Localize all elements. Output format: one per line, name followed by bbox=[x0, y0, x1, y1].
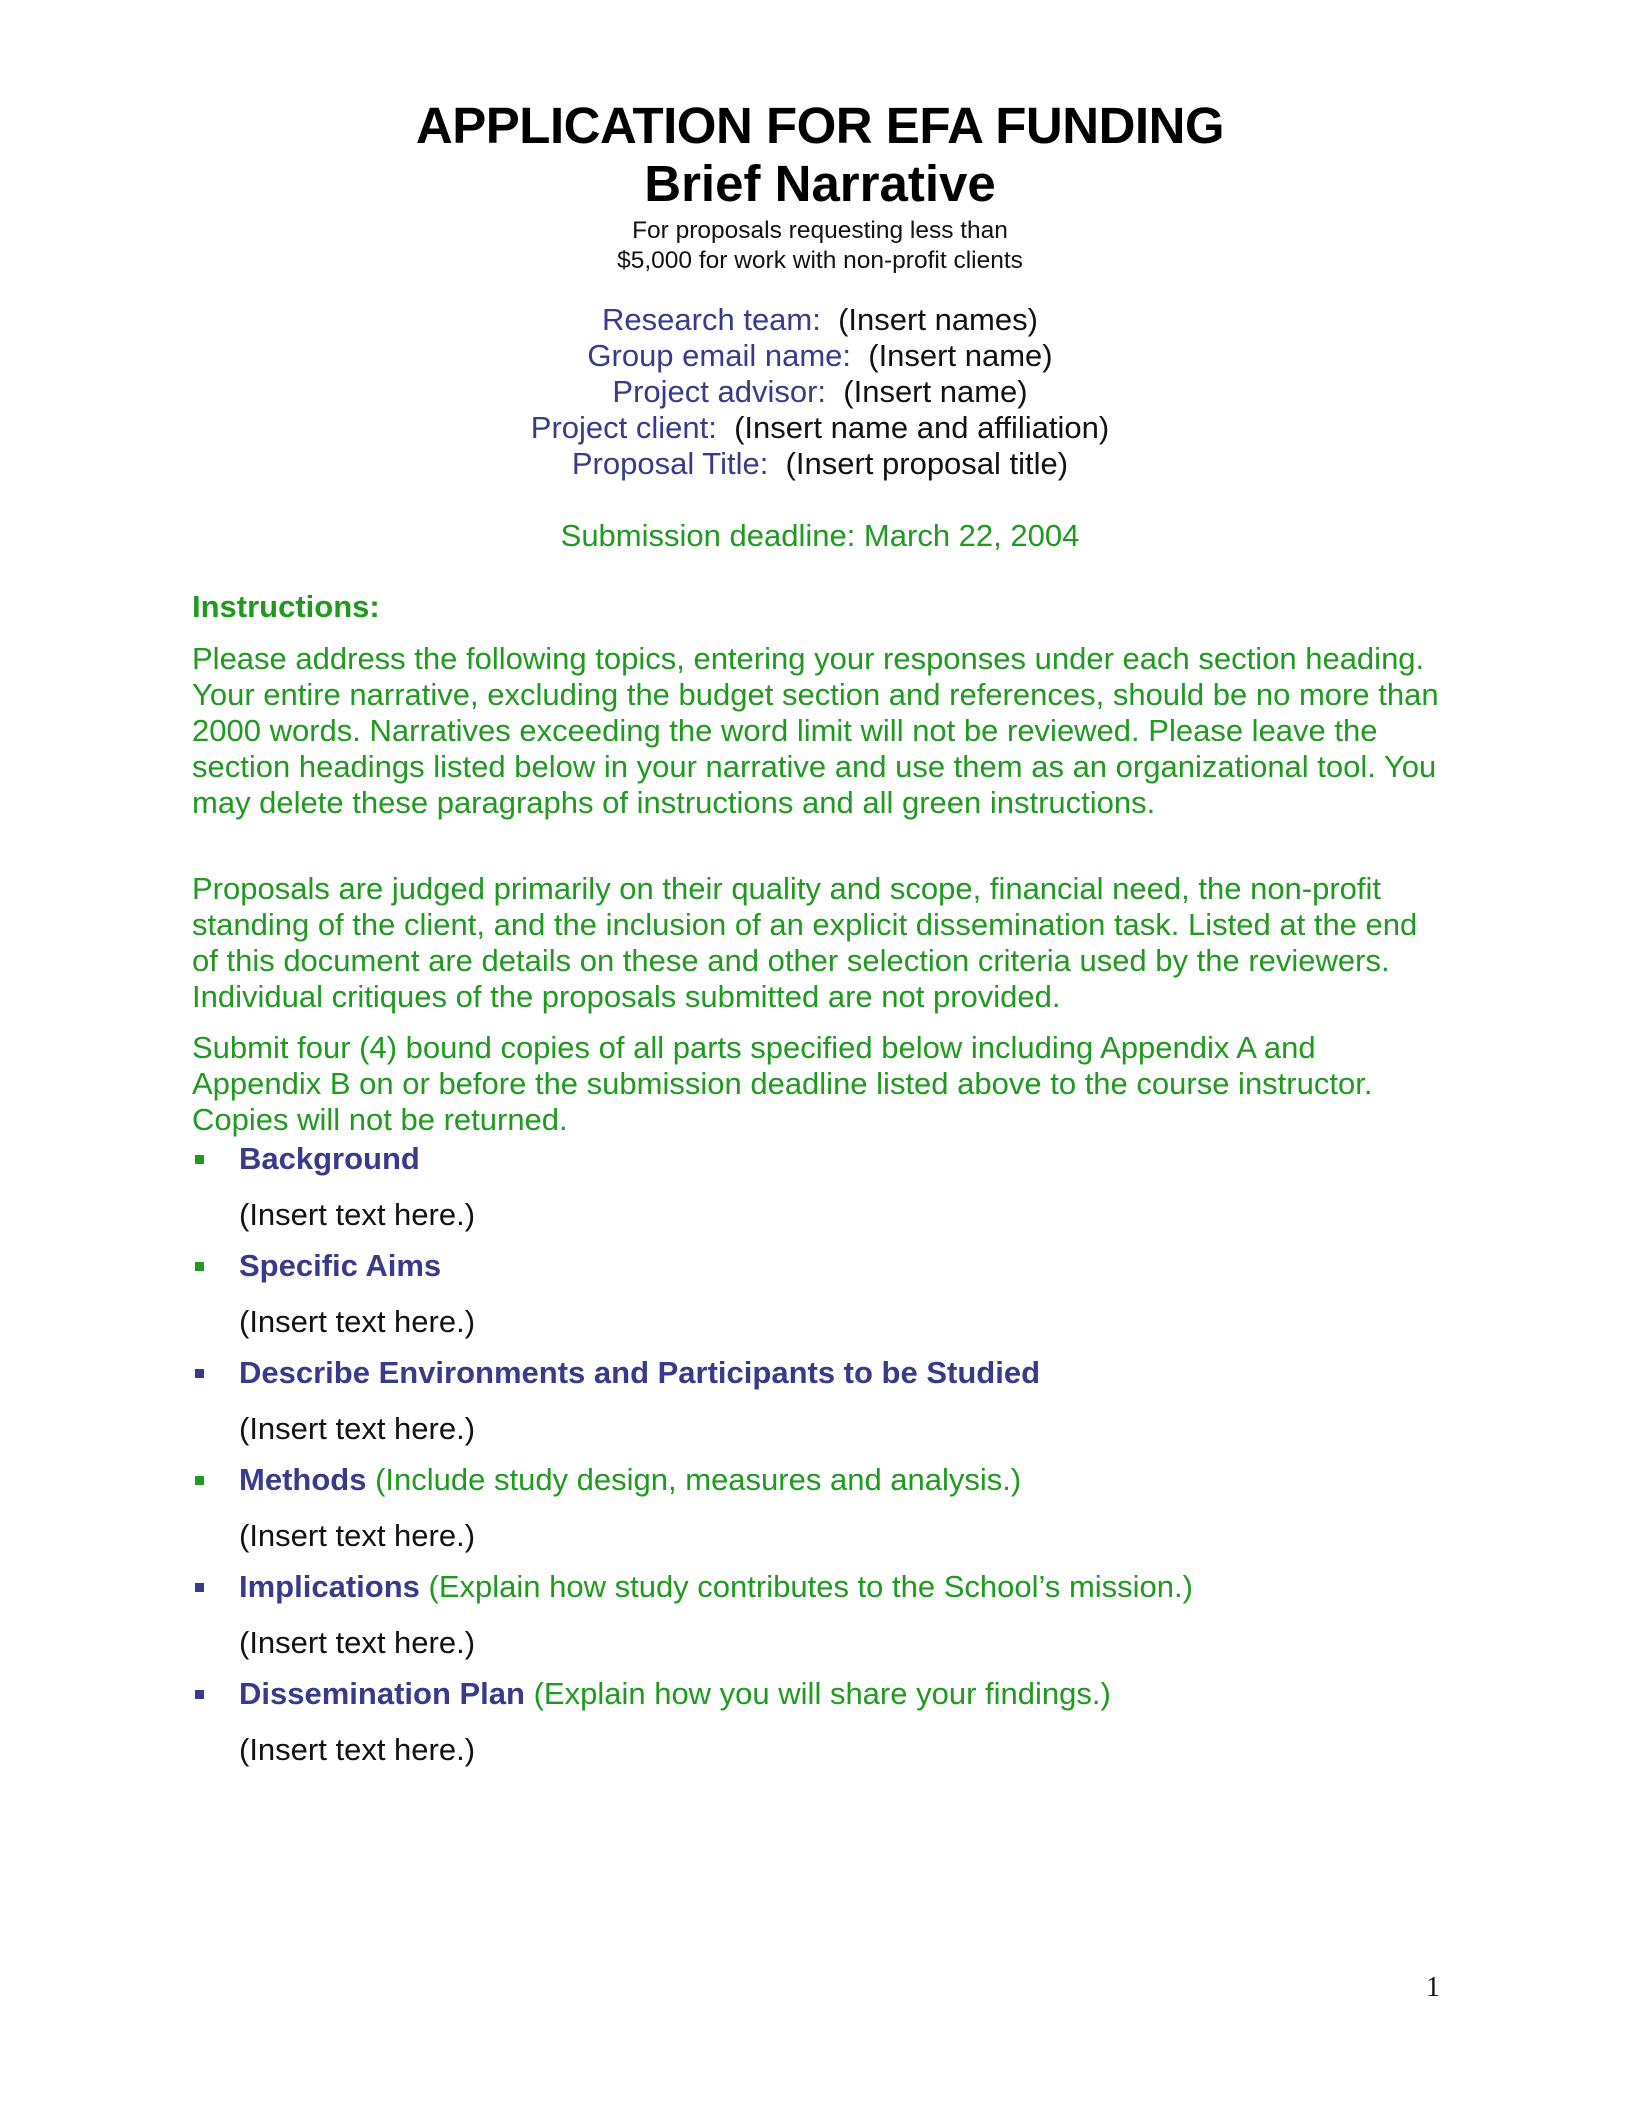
project-advisor-row bbox=[0, 374, 1640, 410]
section-title: Implications bbox=[239, 1569, 420, 1604]
instructions-heading: Instructions: bbox=[192, 589, 380, 624]
instructions-paragraph-3: Submit four (4) bound copies of all parts specified below including Appendix A and Appendix B on or before the submission deadline listed above to the course instructor. Copies will not be returned. bbox=[192, 1030, 1373, 1137]
project-client-row bbox=[0, 410, 1640, 446]
project-advisor-value[interactable]: (Insert name) bbox=[843, 374, 1028, 409]
section-title: Background bbox=[239, 1141, 420, 1176]
instructions-paragraph-1: Please address the following topics, entering your responses under each section heading. Your entire narrative, excluding the budget section and references, should be no more than 2000 words. Narratives exceeding the word limit will not be reviewed. Please leave the section headings listed below in your narrative and use them as an organizational tool. You may delete these paragraphs of instructions and all green instructions. bbox=[192, 641, 1439, 820]
proposal-title-label: Proposal Title: bbox=[571, 446, 769, 481]
research-team-row bbox=[0, 302, 1640, 338]
funding-note bbox=[0, 216, 1640, 276]
section-background bbox=[192, 1141, 1492, 1232]
section-placeholder-text[interactable]: (Insert text here.) bbox=[239, 1732, 476, 1767]
group-email-row bbox=[0, 338, 1640, 374]
project-info bbox=[0, 302, 1640, 482]
section-environments-participants bbox=[192, 1355, 1492, 1446]
section-placeholder-text[interactable]: (Insert text here.) bbox=[239, 1518, 476, 1553]
section-placeholder-text[interactable]: (Insert text here.) bbox=[239, 1304, 476, 1339]
section-title: Specific Aims bbox=[239, 1248, 442, 1283]
funding-note-line-1: For proposals requesting less than bbox=[632, 217, 1008, 244]
section-heading bbox=[239, 1462, 1021, 1498]
section-instruction-note: (Include study design, measures and analysis.) bbox=[375, 1462, 1022, 1497]
project-client-value[interactable]: (Insert name and affiliation) bbox=[734, 410, 1110, 445]
project-advisor-label: Project advisor: bbox=[612, 374, 827, 409]
square-bullet-icon bbox=[195, 1690, 204, 1699]
section-placeholder-text[interactable]: (Insert text here.) bbox=[239, 1411, 476, 1446]
section-heading bbox=[239, 1355, 1040, 1391]
square-bullet-icon bbox=[195, 1583, 204, 1592]
research-team-value[interactable]: (Insert names) bbox=[838, 302, 1038, 337]
section-instruction-note: (Explain how study contributes to the School’s mission.) bbox=[428, 1569, 1193, 1604]
section-methods bbox=[192, 1462, 1492, 1553]
section-specific-aims bbox=[192, 1248, 1492, 1339]
section-heading bbox=[239, 1141, 420, 1177]
section-title: Methods bbox=[239, 1462, 367, 1497]
project-client-label: Project client: bbox=[530, 410, 717, 445]
page-number: 1 bbox=[1426, 1972, 1440, 2003]
proposal-title-row bbox=[0, 446, 1640, 482]
section-implications bbox=[192, 1569, 1492, 1660]
section-title: Describe Environments and Participants to be Studied bbox=[239, 1355, 1041, 1390]
section-dissemination-plan bbox=[192, 1676, 1492, 1767]
document-title: APPLICATION FOR EFA FUNDING bbox=[415, 97, 1225, 154]
section-heading bbox=[239, 1569, 1193, 1605]
square-bullet-icon bbox=[195, 1369, 204, 1378]
section-instruction-note: (Explain how you will share your findings.) bbox=[533, 1676, 1111, 1711]
section-heading bbox=[239, 1248, 441, 1284]
proposal-title-value[interactable]: (Insert proposal title) bbox=[785, 446, 1069, 481]
section-placeholder-text[interactable]: (Insert text here.) bbox=[239, 1625, 476, 1660]
square-bullet-icon bbox=[195, 1476, 204, 1485]
section-heading bbox=[239, 1676, 1111, 1712]
submission-deadline: Submission deadline: March 22, 2004 bbox=[560, 518, 1080, 553]
section-placeholder-text[interactable]: (Insert text here.) bbox=[239, 1197, 476, 1232]
group-email-label: Group email name: bbox=[587, 338, 852, 373]
document-subtitle: Brief Narrative bbox=[644, 155, 996, 212]
research-team-label: Research team: bbox=[602, 302, 821, 337]
square-bullet-icon bbox=[195, 1155, 204, 1164]
instructions-paragraph-2: Proposals are judged primarily on their quality and scope, financial need, the non-profit standing of the client, and the inclusion of an explicit dissemination task. Listed at the end of this document are details on these and other selection criteria used by the reviewers. Individual critiques of the proposals submitted are not provided. bbox=[192, 871, 1418, 1014]
funding-note-line-2: $5,000 for work with non-profit clients bbox=[617, 247, 1023, 274]
group-email-value[interactable]: (Insert name) bbox=[868, 338, 1053, 373]
square-bullet-icon bbox=[195, 1262, 204, 1271]
section-title: Dissemination Plan bbox=[239, 1676, 525, 1711]
